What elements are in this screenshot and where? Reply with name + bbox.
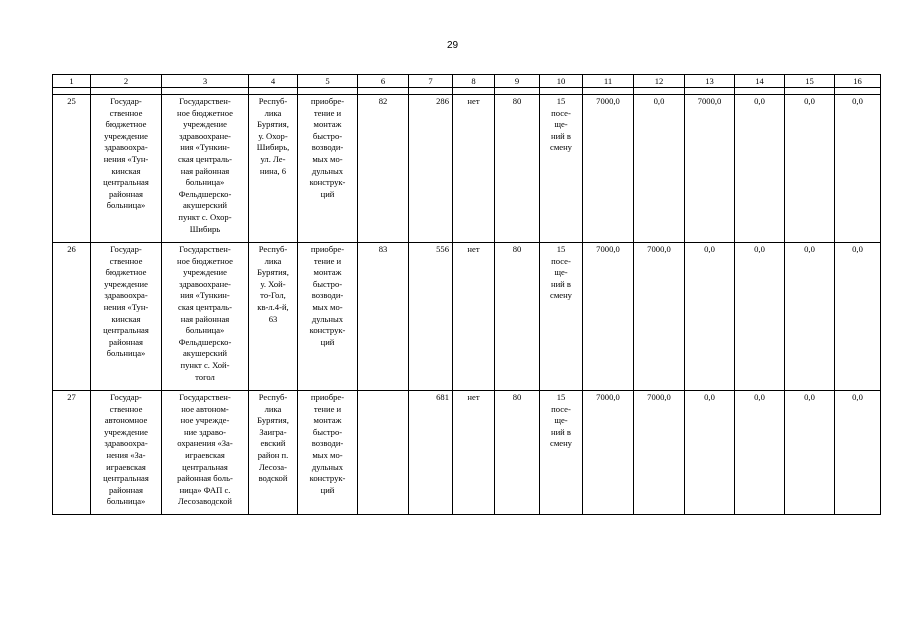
row-number-cell: 25	[53, 95, 91, 243]
column-header-row	[53, 75, 881, 88]
amount-cell: 0,0	[785, 95, 835, 243]
institution-cell: Государ- ственное бюджетное учреждение здравоохра- нения «Тун- кинская центральная районная больница»	[91, 95, 162, 243]
row-number-cell: 26	[53, 243, 91, 391]
table-row	[53, 391, 881, 515]
column-header: 14	[735, 75, 785, 88]
amount-cell: 0,0	[785, 243, 835, 391]
column-header: 11	[583, 75, 634, 88]
address-cell: Респуб- лика Бурятия, у. Хой- то-Гол, кв-л.4-й, 63	[249, 243, 298, 391]
table-row	[53, 243, 881, 391]
column-header: 13	[685, 75, 735, 88]
amount-cell: 0,0	[685, 391, 735, 515]
value-cell: 82	[358, 95, 409, 243]
column-header: 1	[53, 75, 91, 88]
amount-cell: 7000,0	[685, 95, 735, 243]
address-cell: Респуб- лика Бурятия, Заигра- евский район п. Лесоза- водской	[249, 391, 298, 515]
amount-cell: 0,0	[835, 391, 881, 515]
column-header: 8	[453, 75, 495, 88]
row-number-cell: 27	[53, 391, 91, 515]
institution-cell: Государ- ственное бюджетное учреждение здравоохра- нения «Тун- кинская центральная районная больница»	[91, 243, 162, 391]
column-header: 2	[91, 75, 162, 88]
value-cell: нет	[453, 243, 495, 391]
action-cell: приобре- тение и монтаж быстро- возводи- мых мо- дульных конструк- ций	[298, 243, 358, 391]
value-cell: нет	[453, 391, 495, 515]
column-header: 10	[540, 75, 583, 88]
column-header: 7	[409, 75, 453, 88]
table-row	[53, 95, 881, 243]
value-cell	[358, 391, 409, 515]
value-cell: 681	[409, 391, 453, 515]
amount-cell: 7000,0	[583, 95, 634, 243]
value-cell: 80	[495, 391, 540, 515]
facility-cell: Государствен- ное автоном- ное учрежде- ние здраво- охранения «За- играевская центральная районная боль- ница» ФАП с. Лесозаводской	[162, 391, 249, 515]
column-header: 12	[634, 75, 685, 88]
spacer-row	[53, 88, 881, 95]
facility-cell: Государствен- ное бюджетное учреждение здравоохране- ния «Тункин- ская централь- ная районная больница» Фельдшерско- акушерский пункт с. Хой- тогол	[162, 243, 249, 391]
page-number: 29	[446, 40, 459, 51]
value-cell: 83	[358, 243, 409, 391]
column-header: 6	[358, 75, 409, 88]
value-cell: 80	[495, 95, 540, 243]
action-cell: приобре- тение и монтаж быстро- возводи- мых мо- дульных конструк- ций	[298, 391, 358, 515]
column-header: 4	[249, 75, 298, 88]
amount-cell: 0,0	[835, 243, 881, 391]
column-header: 5	[298, 75, 358, 88]
value-cell: нет	[453, 95, 495, 243]
amount-cell: 0,0	[735, 391, 785, 515]
amount-cell: 0,0	[735, 243, 785, 391]
amount-cell: 0,0	[835, 95, 881, 243]
institution-cell: Государ- ственное автономное учреждение здравоохра- нения «За- играевская центральная районная больница»	[91, 391, 162, 515]
amount-cell: 7000,0	[634, 391, 685, 515]
value-cell: 80	[495, 243, 540, 391]
amount-cell: 0,0	[634, 95, 685, 243]
amount-cell: 0,0	[785, 391, 835, 515]
value-cell: 286	[409, 95, 453, 243]
facility-cell: Государствен- ное бюджетное учреждение здравоохране- ния «Тункин- ская централь- ная районная больница» Фельдшерско- акушерский пункт с. Охор- Шибирь	[162, 95, 249, 243]
amount-cell: 7000,0	[583, 391, 634, 515]
column-header: 15	[785, 75, 835, 88]
capacity-cell: 15 посе- ще- ний в смену	[540, 243, 583, 391]
amount-cell: 0,0	[685, 243, 735, 391]
data-table	[52, 74, 881, 515]
capacity-cell: 15 посе- ще- ний в смену	[540, 391, 583, 515]
address-cell: Респуб- лика Бурятия, у. Охор- Шибирь, ул. Ле- нина, 6	[249, 95, 298, 243]
capacity-cell: 15 посе- ще- ний в смену	[540, 95, 583, 243]
column-header: 16	[835, 75, 881, 88]
value-cell: 556	[409, 243, 453, 391]
column-header: 3	[162, 75, 249, 88]
action-cell: приобре- тение и монтаж быстро- возводи- мых мо- дульных конструк- ций	[298, 95, 358, 243]
amount-cell: 7000,0	[634, 243, 685, 391]
amount-cell: 7000,0	[583, 243, 634, 391]
amount-cell: 0,0	[735, 95, 785, 243]
column-header: 9	[495, 75, 540, 88]
